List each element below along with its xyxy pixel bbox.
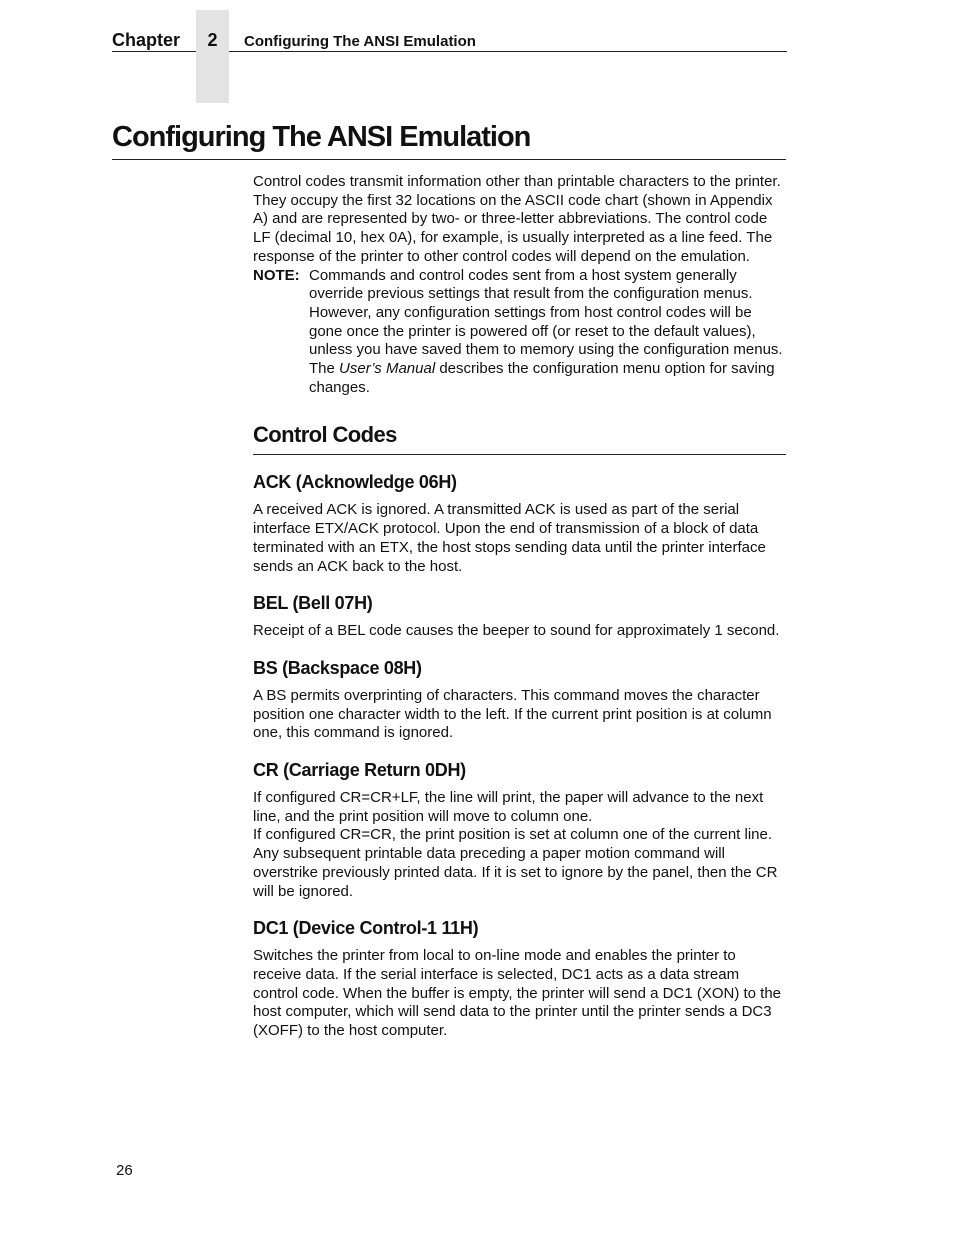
code-description: A BS permits overprinting of characters. This command moves the character position one character width to the left. If the current print position is at column one, this command is ignored.	[253, 686, 772, 742]
code-entry-ack	[253, 471, 786, 576]
note-text	[309, 267, 786, 398]
header-rule	[229, 51, 787, 52]
header-rule-left	[112, 51, 196, 52]
note-manual-title: User’s Manual	[339, 360, 436, 378]
code-entry-bel	[253, 592, 786, 641]
note-label: NOTE:	[253, 266, 300, 284]
code-title: BS (Backspace 08H)	[253, 657, 422, 678]
code-description: Switches the printer from local to on-line mode and enables the printer to receive data. If the serial interface is selected, DC1 acts as a data stream control code. When the buffer is empty, the printer will send a DC1 (XON) to the host computer, which will send data to the printer until the printer sends a DC3 (XOFF) to the host computer.	[253, 947, 782, 1040]
note-text-before: Commands and control codes sent from a host system generally override previous settings that result from the configuration menus. However, any configuration settings from host control codes will be gone once the printer is powered off (or reset to the default values), unless you have saved them to memory using the configuration menus. The	[309, 266, 783, 378]
section-title: Control Codes	[253, 422, 786, 455]
code-title: DC1 (Device Control-1 11H)	[253, 918, 479, 939]
page-number: 26	[116, 1162, 133, 1179]
code-description: A received ACK is ignored. A transmitted ACK is used as part of the serial interface ETX/ACK protocol. Upon the end of transmission of a block of data terminated with an ETX, the host stops sending data until the printer interface sends an ACK back to the host.	[253, 501, 766, 575]
code-entry-dc1	[253, 917, 786, 1041]
chapter-number: 2	[207, 30, 218, 50]
code-description: If configured CR=CR, the print position is set at column one of the current line. Any subsequent printable data preceding a paper motion command will overstrike previously printed data. If it is set to ignore by the panel, then the CR will be ignored.	[253, 826, 778, 900]
note-text-after: describes the configuration menu option for saving changes.	[309, 360, 775, 396]
intro-paragraph: Control codes transmit information other than printable characters to the printer. They occupy the first 32 locations on the ASCII code chart (shown in Appendix A) and are represented by two- or three-letter abbreviations. The control code LF (decimal 10, hex 0A), for example, is usually interpreted as a line feed. The response of the printer to other control codes will depend on the emulation.	[253, 173, 781, 265]
main-content	[253, 173, 786, 1041]
code-entry-bs	[253, 657, 786, 743]
code-description: If configured CR=CR+LF, the line will print, the paper will advance to the next line, and the print position will move to column one.	[253, 789, 764, 825]
title-rule	[112, 159, 786, 160]
code-description: Receipt of a BEL code causes the beeper to sound for approximately 1 second.	[253, 622, 780, 640]
page-title: Configuring The ANSI Emulation	[112, 121, 531, 153]
note-block	[253, 267, 786, 398]
chapter-tab	[196, 10, 229, 103]
code-title: ACK (Acknowledge 06H)	[253, 472, 457, 493]
running-title: Configuring The ANSI Emulation	[244, 33, 476, 50]
chapter-label: Chapter	[112, 30, 181, 50]
code-title: BEL (Bell 07H)	[253, 593, 373, 614]
code-entry-cr	[253, 759, 786, 901]
code-title: CR (Carriage Return 0DH)	[253, 760, 466, 781]
